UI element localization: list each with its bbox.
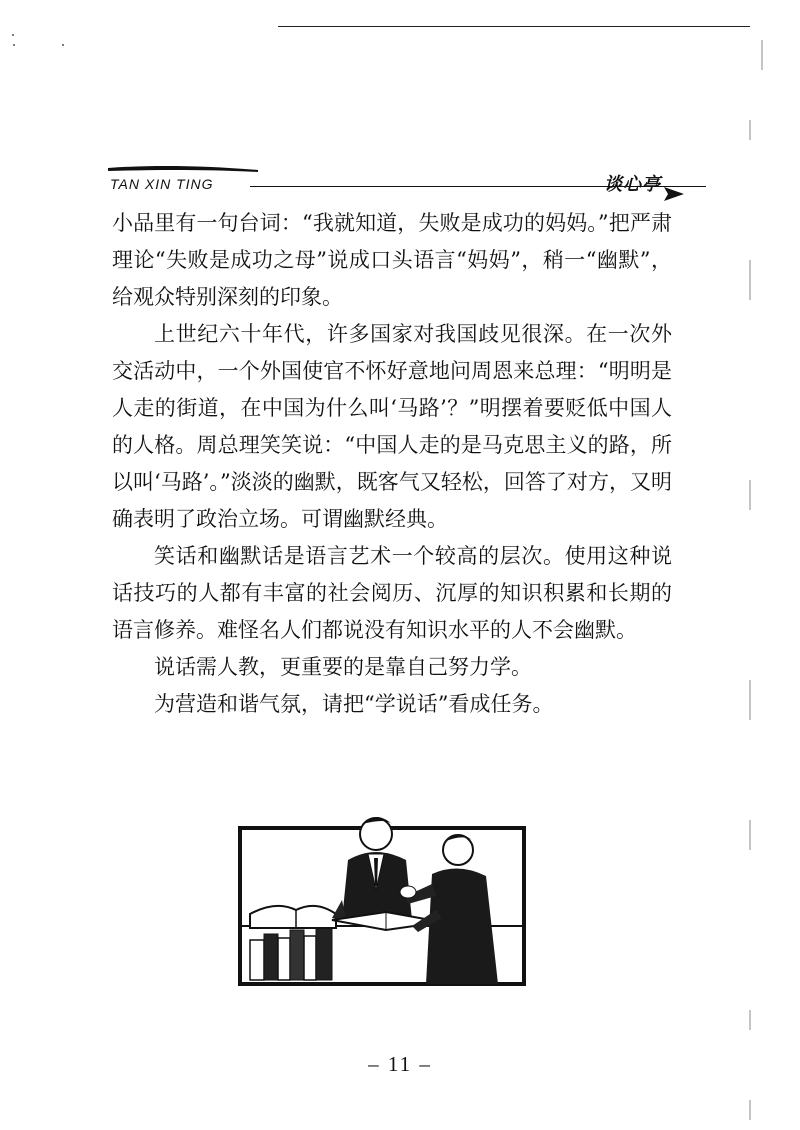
running-header [108, 162, 680, 198]
paragraph-1: 小品里有一句台词：“我就知道，失败是成功的妈妈。”把严肃理论“失败是成功之母”说成口头语言“妈妈”，稍一“幽默”，给观众特别深刻的印象。 [112, 211, 672, 309]
two-men-reading-illustration [236, 800, 528, 988]
gesturing-man [400, 834, 498, 984]
paragraph-5: 为营造和谐气氛，请把“学说话”看成任务。 [154, 692, 554, 716]
books-stack [250, 906, 336, 980]
top-border-line [278, 26, 750, 27]
header-left-title: TAN XIN TING [110, 176, 214, 192]
scan-edge-marks [740, 0, 800, 1130]
paragraph-4: 说话需人教，更重要的是靠自己努力学。 [154, 655, 532, 679]
paragraph-3: 笑话和幽默话是语言艺术一个较高的层次。使用这种说话技巧的人都有丰富的社会阅历、沉厚的知识积累和长期的语言修养。难怪名人们都说没有知识水平的人不会幽默。 [112, 544, 672, 642]
scan-speck [12, 34, 14, 36]
scan-speck [13, 44, 15, 46]
paragraph-2: 上世纪六十年代，许多国家对我国歧见很深。在一次外交活动中，一个外国使官不怀好意地问周恩来总理：“明明是人走的街道，在中国为什么叫‘马路’？”明摆着要贬低中国人的人格。周总理笑笑说：“中国人走的是马克思主义的路，所以叫‘马路’。”淡淡的幽默，既客气又轻松，回答了对方，又明确表明了政治立场。可谓幽默经典。 [112, 322, 672, 531]
article-body [112, 205, 672, 723]
page-number: – 11 – [368, 1052, 432, 1076]
header-arrow-icon [664, 187, 684, 201]
standing-man [332, 817, 412, 920]
scan-speck [62, 44, 64, 46]
header-right-title: 谈心亭 [604, 174, 661, 195]
